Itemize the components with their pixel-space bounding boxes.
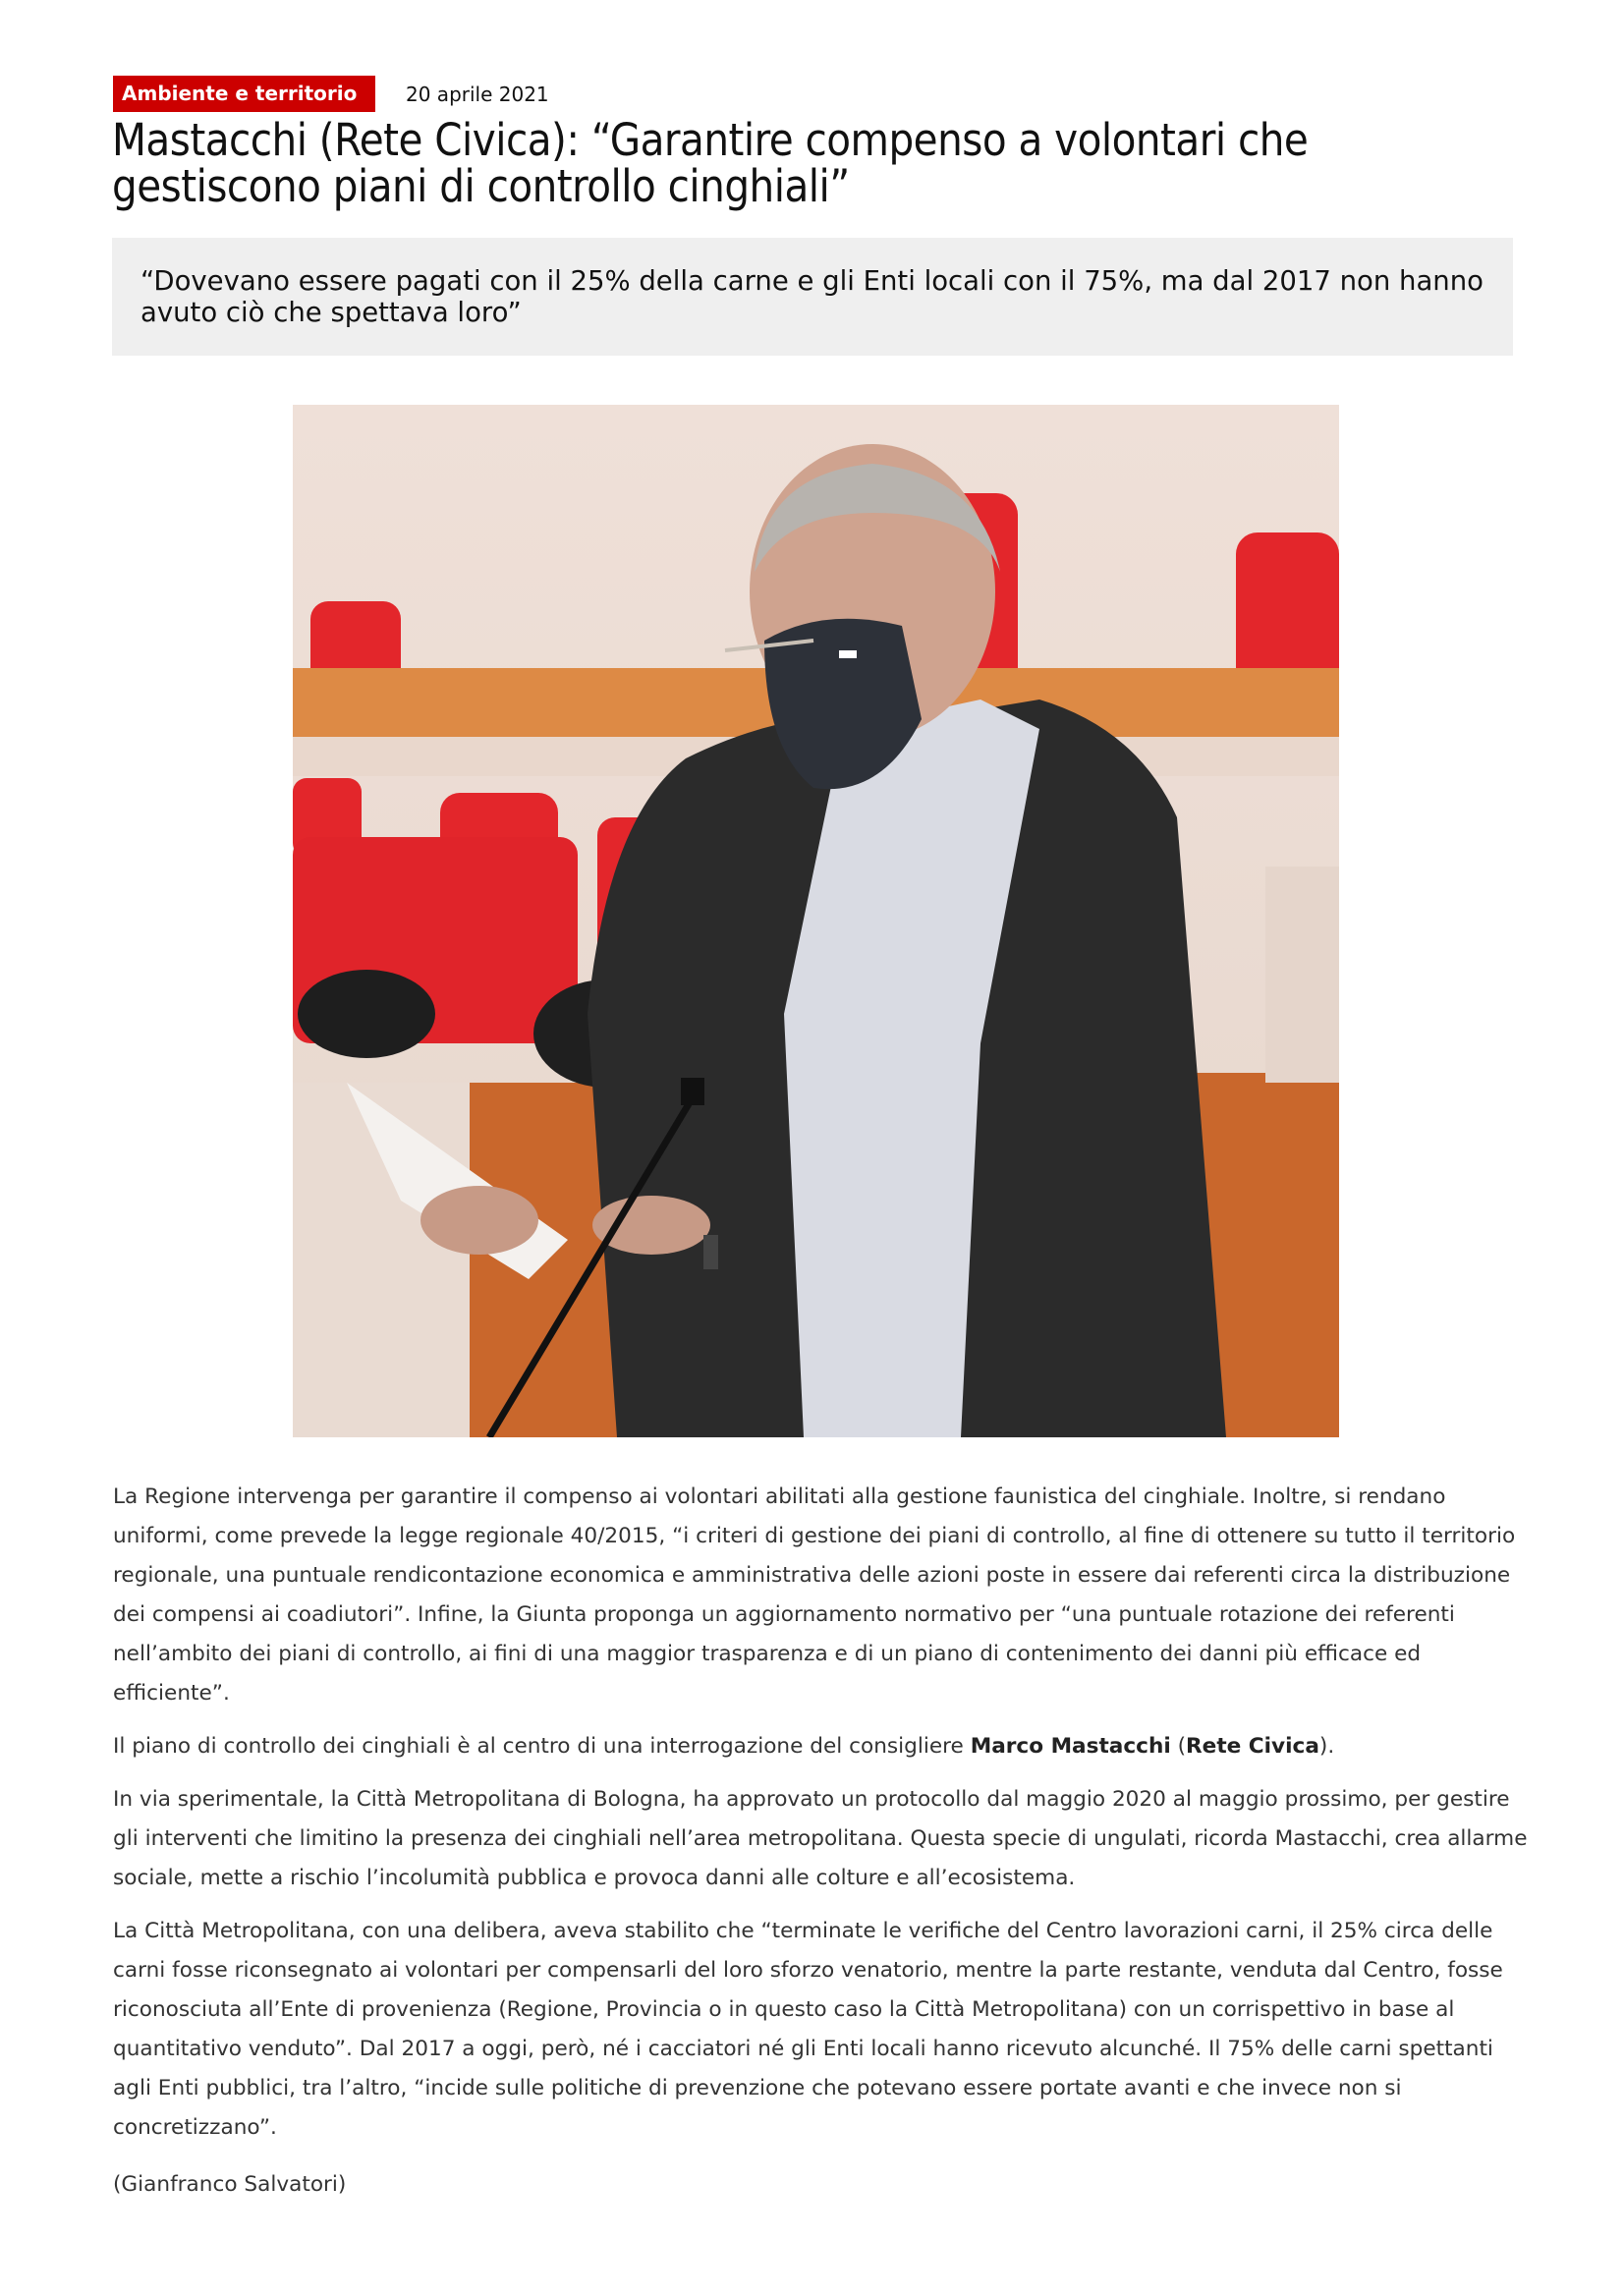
article-meta xyxy=(113,76,549,112)
photo-illustration xyxy=(293,405,1339,1437)
article-subtitle: “Dovevano essere pagati con il 25% della carne e gli Enti locali con il 75%, ma dal 2017 non hanno avuto ciò che spettava loro” xyxy=(112,238,1513,356)
paragraph-2-text: ). xyxy=(1318,1734,1335,1759)
article-body xyxy=(113,1478,1528,2218)
article-title: Mastacchi (Rete Civica): “Garantire compenso a volontari che gestiscono piani di controllo cinghiali” xyxy=(112,114,1309,212)
author-credit: (Gianfranco Salvatori) xyxy=(113,2172,347,2197)
article-photo xyxy=(293,405,1339,1437)
paragraph-2-text: Il piano di controllo dei cinghiali è al centro di una interrogazione del consigliere xyxy=(113,1734,971,1759)
category-tag[interactable]: Ambiente e territorio xyxy=(113,76,375,112)
party-name: Rete Civica xyxy=(1186,1734,1319,1759)
councillor-name: Marco Mastacchi xyxy=(970,1734,1171,1759)
paragraph-1: La Regione intervenga per garantire il compenso ai volontari abilitati alla gestione faunistica del cinghiale. Inoltre, si rendano uniformi, come prevede la legge regionale 40/2015, “i criteri di gestione dei piani di controllo, al fine di ottenere su tutto il territorio regionale, una puntuale rendicontazione economica e amministrativa delle azioni poste in essere dai referenti circa la distribuzione dei compensi ai coadiutori”. Infine, la Giunta proponga un aggiornamento normativo per “una puntuale rotazione dei referenti nell’ambito dei piani di controllo, ai fini di una maggior trasparenza e di un piano di contenimento dei danni più efficace ed efficiente”. xyxy=(113,1484,1516,1706)
paragraph-3: In via sperimentale, la Città Metropolitana di Bologna, ha approvato un protocollo dal maggio 2020 al maggio prossimo, per gestire gli interventi che limitino la presenza dei cinghiali nell’area metropolitana. Questa specie di ungulati, ricorda Mastacchi, crea allarme sociale, mette a rischio l’incolumità pubblica e provoca danni alle colture e all’ecosistema. xyxy=(113,1787,1528,1890)
paragraph-4: La Città Metropolitana, con una delibera, aveva stabilito che “terminate le verifiche del Centro lavorazioni carni, il 25% circa delle carni fosse riconsegnato ai volontari per compensarli del loro sforzo venatorio, mentre la parte restante, venduta dal Centro, fosse riconosciuta all’Ente di provenienza (Regione, Provincia o in questo caso la Città Metropolitana) con un corrispettivo in base al quantitativo venduto”. Dal 2017 a oggi, però, né i cacciatori né gli Enti locali hanno ricevuto alcunché. Il 75% delle carni spettanti agli Enti pubblici, tra l’altro, “incide sulle politiche di prevenzione che potevano essere portate avanti e che invece non si concretizzano”. xyxy=(113,1919,1503,2140)
paragraph-2-text: ( xyxy=(1170,1734,1187,1759)
paragraph-2 xyxy=(113,1727,1528,1766)
publish-date: 20 aprile 2021 xyxy=(406,82,549,106)
